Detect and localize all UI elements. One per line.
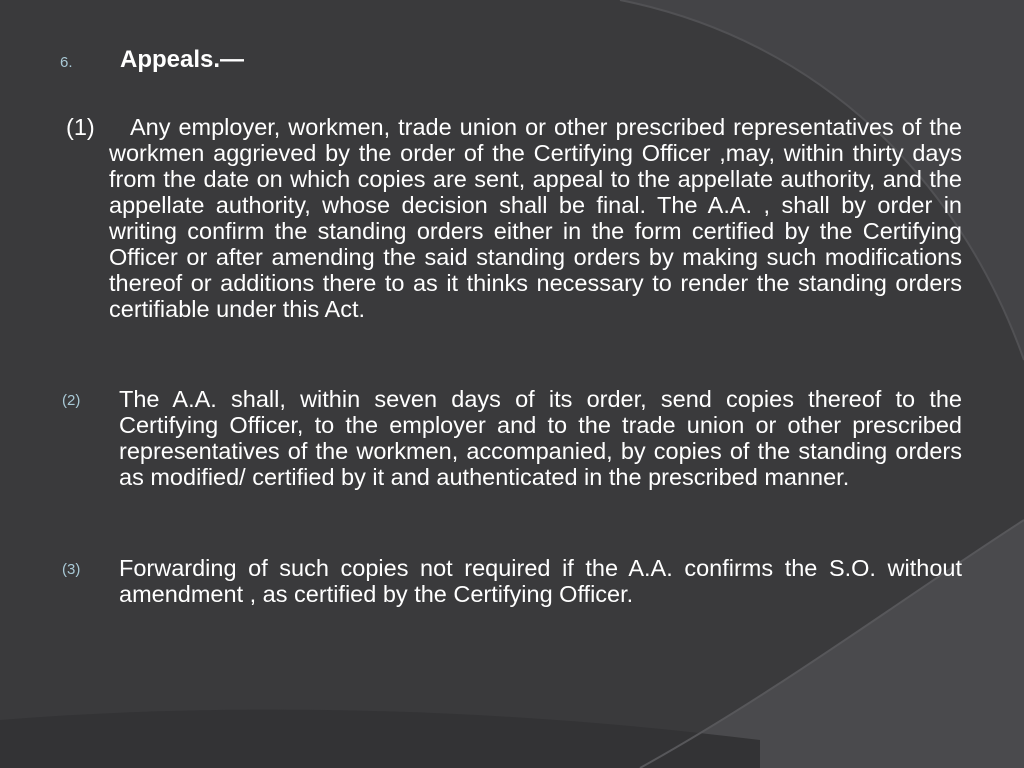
list-item-2-number: (2) <box>62 392 81 409</box>
paragraph-1 <box>66 114 962 322</box>
paragraph-1-text: Any employer, workmen, trade union or other prescribed representatives of the workmen aggrieved by the order of the Certifying Officer ,may, within thirty days from the date on which copies are sent, appeal to the appellate authority, and the appellate authority, whose decision shall be final. The A.A. , shall by order in writing confirm the standing orders either in the form certified by the Certifying Officer or after amending the said standing orders by making such modifications thereof or additions there to as it thinks necessary to render the standing orders certifiable under this Act. <box>109 114 962 322</box>
list-item-3-text: Forwarding of such copies not required if the A.A. confirms the S.O. without amendment , as certified by the Certifying Officer. <box>119 555 962 607</box>
heading-number: 6. <box>60 54 73 71</box>
section-heading <box>60 46 960 80</box>
list-item-3-number: (3) <box>62 561 81 578</box>
list-item-2 <box>62 386 962 490</box>
paragraph-1-label: (1) <box>66 114 95 140</box>
list-item-3 <box>62 555 962 607</box>
list-item-2-text: The A.A. shall, within seven days of its order, send copies thereof to the Certifying Officer, to the employer and to the trade union or other prescribed representatives of the workmen, accompanied, by copies of the standing orders as modified/ certified by it and authenticated in the prescribed manner. <box>119 386 962 490</box>
heading-title: Appeals.— <box>120 46 245 73</box>
